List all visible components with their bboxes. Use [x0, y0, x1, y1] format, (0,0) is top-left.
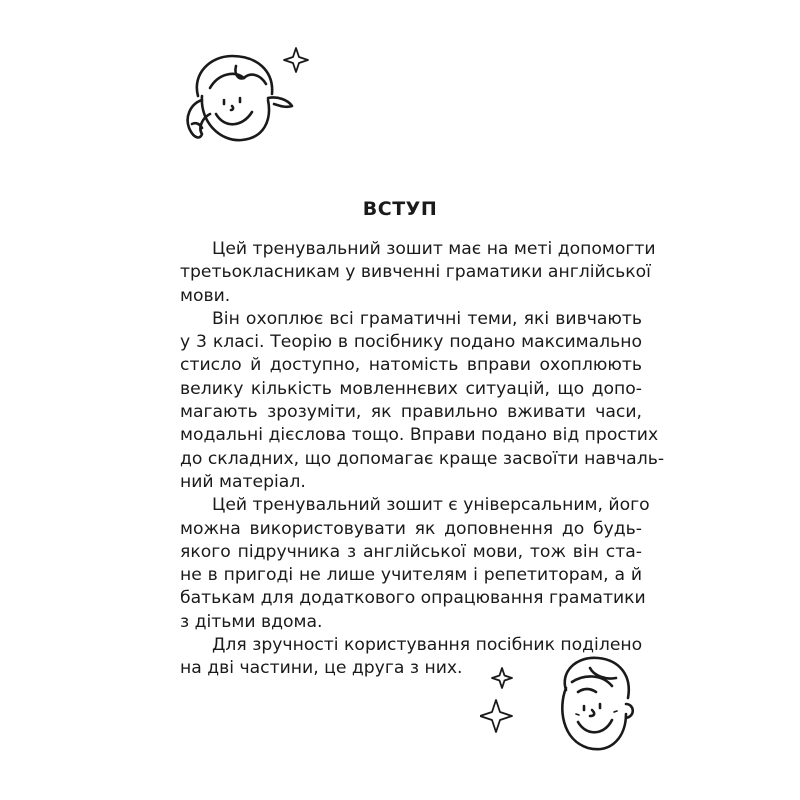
text-line: велику кількість мовленнєвих ситуацій, що допо-: [180, 378, 642, 399]
girl-face-illustration: [180, 44, 315, 156]
text-line: можна використовувати як доповнення до будь-: [180, 518, 642, 539]
text-line: мови.: [180, 285, 231, 306]
page-title: ВСТУП: [362, 198, 438, 220]
text-line: батькам для додаткового опрацювання граматики: [180, 588, 646, 609]
boy-face-illustration: [480, 648, 640, 768]
text-line: з дітьми вдома.: [180, 611, 323, 632]
text-line: стисло й доступно, натомість вправи охоплюють: [180, 355, 642, 376]
text-line: магають зрозуміти, як правильно вживати часи,: [180, 402, 642, 423]
text-line: третьокласникам у вивченні граматики англійської: [180, 262, 651, 283]
text-line: Для зручності користування посібник поділено: [212, 635, 643, 656]
text-line: Цей тренувальний зошит є універсальним, його: [212, 495, 650, 516]
intro-text: [180, 238, 665, 681]
text-line: у 3 класі. Теорію в посібнику подано максимально: [180, 332, 642, 353]
text-line: до складних, що допомагає краще засвоїти навчаль-: [180, 448, 665, 469]
text-line: ний матеріал.: [180, 471, 306, 492]
text-line: на дві частини, це друга з них.: [180, 658, 463, 679]
text-line: Він охоплює всі граматичні теми, які вивчають: [212, 308, 642, 329]
text-line: не в пригоді не лише учителям і репетиторам, а й: [180, 565, 642, 586]
text-line: модальні дієслова тощо. Вправи подано від простих: [180, 425, 659, 446]
text-line: Цей тренувальний зошит має на меті допомогти: [212, 239, 656, 259]
text-line: якого підручника з англійської мови, тож він ста-: [180, 541, 642, 562]
